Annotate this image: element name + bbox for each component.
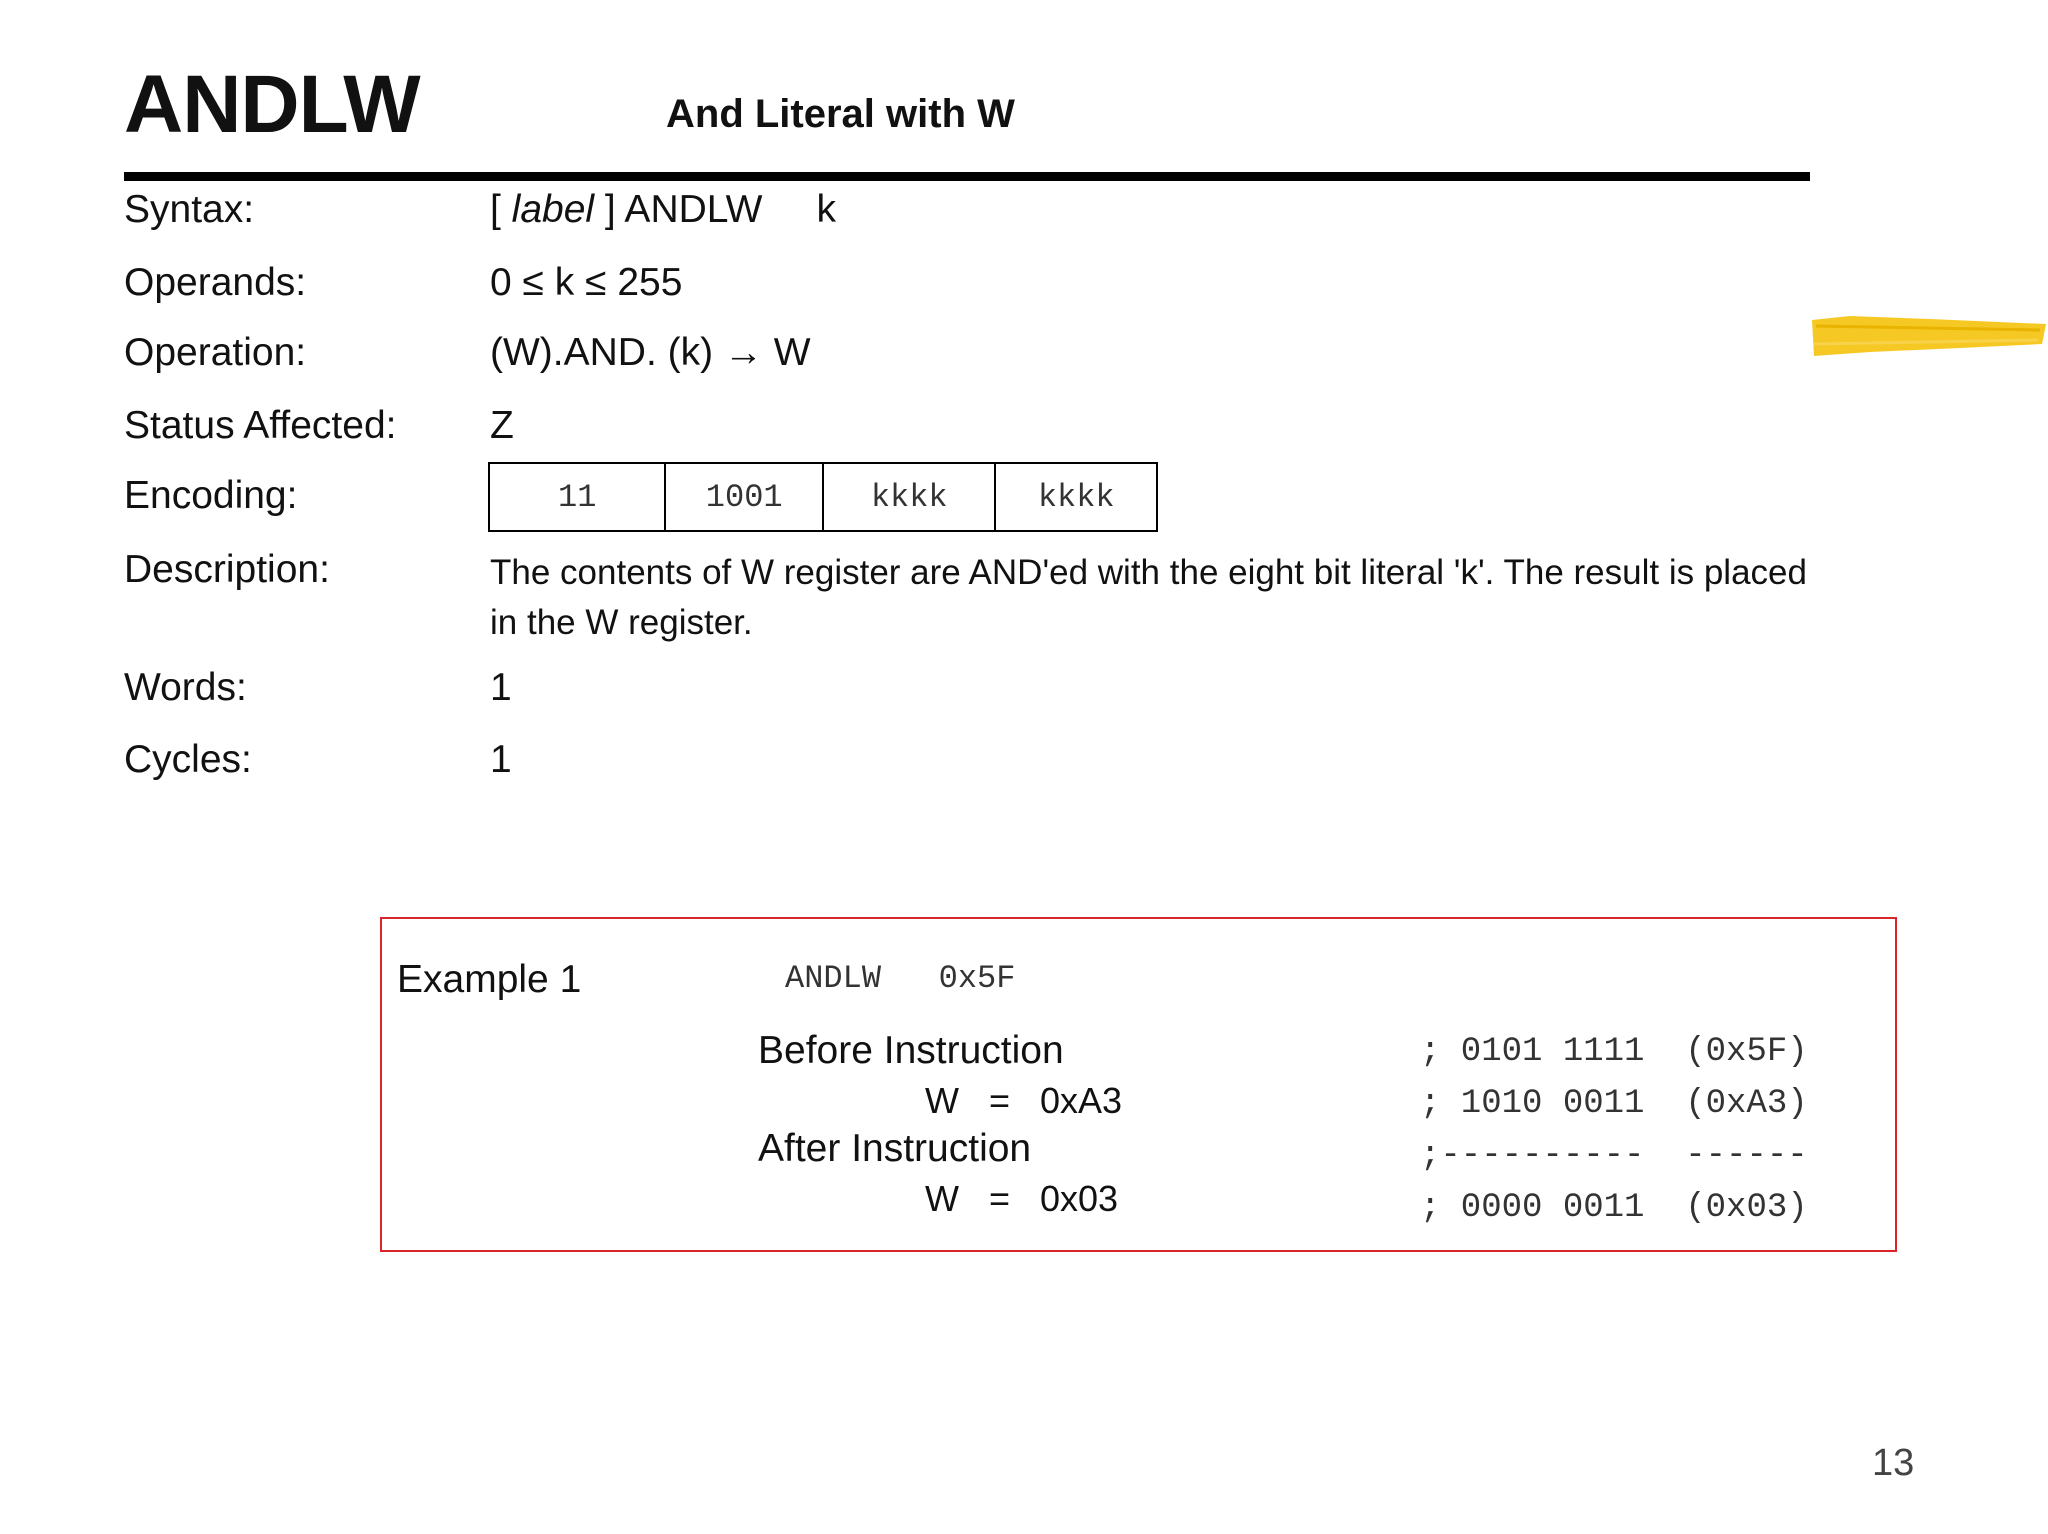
example-comment: ; 0101 1111 (0x5F)	[1420, 1033, 1808, 1071]
syntax-label: Syntax:	[124, 188, 255, 231]
example-code: ANDLW 0x5F	[785, 960, 1016, 997]
title-rule	[124, 172, 1810, 181]
after-register-value: W = 0x03	[925, 1178, 1119, 1219]
example-label: Example 1	[397, 958, 582, 1001]
example-comment: ;---------- ------	[1420, 1137, 1808, 1175]
highlighter-mark	[1810, 314, 2048, 360]
instruction-title: ANDLW	[124, 59, 420, 150]
example-comment: ; 0000 0011 (0x03)	[1420, 1189, 1808, 1227]
syntax-prefix: [	[490, 188, 512, 231]
operation-value: (W).AND. (k) → W	[490, 331, 811, 374]
before-instruction-label: Before Instruction	[758, 1029, 1064, 1072]
syntax-value	[490, 190, 836, 229]
example-comment: ; 1010 0011 (0xA3)	[1420, 1085, 1808, 1123]
operands-label: Operands:	[124, 261, 307, 304]
status-affected-value: Z	[490, 404, 514, 447]
description-value: The contents of W register are AND'ed with the eight bit literal 'k'. The result is placed in the W register.	[490, 553, 1807, 642]
after-instruction-label: After Instruction	[758, 1127, 1032, 1170]
encoding-cell: kkkk	[824, 464, 996, 530]
cycles-label: Cycles:	[124, 738, 252, 781]
encoding-table	[488, 462, 1158, 532]
operation-label: Operation:	[124, 331, 307, 374]
encoding-cell: 11	[490, 464, 666, 530]
words-label: Words:	[124, 666, 247, 709]
operands-value: 0 ≤ k ≤ 255	[490, 261, 683, 304]
cycles-value: 1	[490, 738, 512, 781]
description-label: Description:	[124, 548, 330, 591]
page-number: 13	[1872, 1442, 1915, 1484]
instruction-subtitle: And Literal with W	[666, 92, 1015, 136]
words-value: 1	[490, 666, 512, 709]
encoding-label: Encoding:	[124, 474, 298, 517]
syntax-label-italic: label	[511, 188, 595, 231]
before-register-value: W = 0xA3	[925, 1080, 1123, 1121]
syntax-rest: ] ANDLW k	[594, 188, 837, 231]
encoding-cell: 1001	[666, 464, 824, 530]
status-affected-label: Status Affected:	[124, 404, 397, 447]
encoding-cell: kkkk	[1037, 478, 1115, 516]
